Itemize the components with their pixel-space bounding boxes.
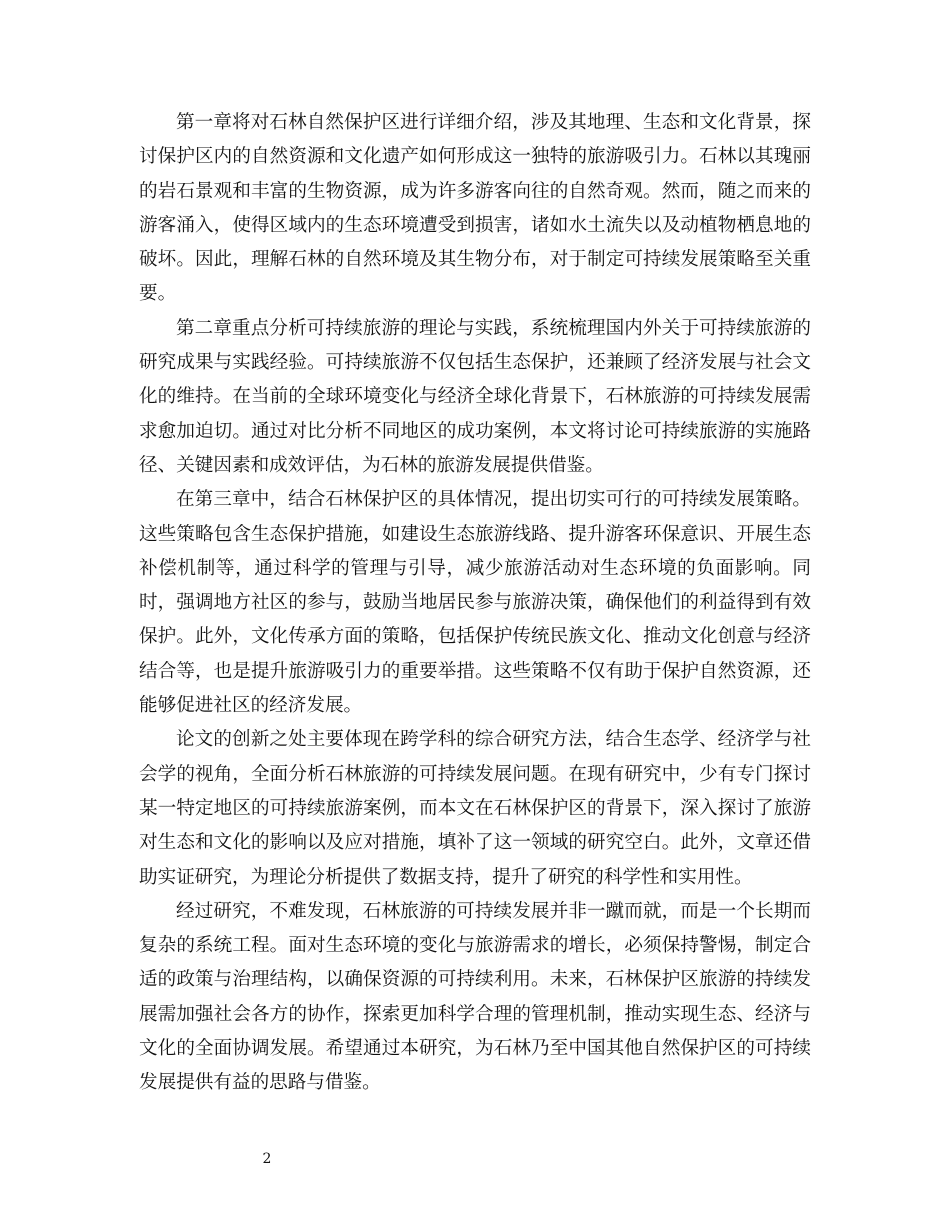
paragraph-innovation: 论文的创新之处主要体现在跨学科的综合研究方法，结合生态学、经济学与社会学的视角，全面分析石林旅游的可持续发展问题。在现有研究中，少有专门探讨某一特定地区的可持续旅游案例，而本文在石林保护区的背景下，深入探讨了旅游对生态和文化的影响以及应对措施，填补了这一领域的研究空白。此外，文章还借助实证研究，为理论分析提供了数据支持，提升了研究的科学性和实用性。 [139,729,811,888]
paragraph-chapter-three: 在第三章中，结合石林保护区的具体情况，提出切实可行的可持续发展策略。这些策略包含生态保护措施，如建设生态旅游线路、提升游客环保意识、开展生态补偿机制等，通过科学的管理与引导，减少旅游活动对生态环境的负面影响。同时，强调地方社区的参与，鼓励当地居民参与旅游决策，确保他们的利益得到有效保护。此外，文化传承方面的策略，包括保护传统民族文化、推动文化创意与经济结合等，也是提升旅游吸引力的重要举措。这些策略不仅有助于保护自然资源，还能够促进社区的经济发展。 [139,489,811,717]
paragraph-chapter-one: 第一章将对石林自然保护区进行详细介绍，涉及其地理、生态和文化背景，探讨保护区内的自然资源和文化遗产如何形成这一独特的旅游吸引力。石林以其瑰丽的岩石景观和丰富的生物资源，成为许多游客向往的自然奇观。然而，随之而来的游客涌入，使得区域内的生态环境遭受到损害，诸如水土流失以及动植物栖息地的破坏。因此，理解石林的自然环境及其生物分布，对于制定可持续发展策略至关重要。 [139,112,811,305]
body-text [139,106,811,1101]
paragraph-conclusion: 经过研究，不难发现，石林旅游的可持续发展并非一蹴而就，而是一个长期而复杂的系统工程。面对生态环境的变化与旅游需求的增长，必须保持警惕，制定合适的政策与治理结构，以确保资源的可持续利用。未来，石林保护区旅游的持续发展需加强社会各方的协作，探索更加科学合理的管理机制，推动实现生态、经济与文化的全面协调发展。希望通过本研究，为石林乃至中国其他自然保护区的可持续发展提供有益的思路与借鉴。 [139,900,811,1094]
page-number: 2 [262,1151,272,1167]
paragraph-chapter-two: 第二章重点分析可持续旅游的理论与实践，系统梳理国内外关于可持续旅游的研究成果与实践经验。可持续旅游不仅包括生态保护，还兼顾了经济发展与社会文化的维持。在当前的全球环境变化与经济全球化背景下，石林旅游的可持续发展需求愈加迫切。通过对比分析不同地区的成功案例，本文将讨论可持续旅游的实施路径、关键因素和成效评估，为石林的旅游发展提供借鉴。 [139,317,811,476]
